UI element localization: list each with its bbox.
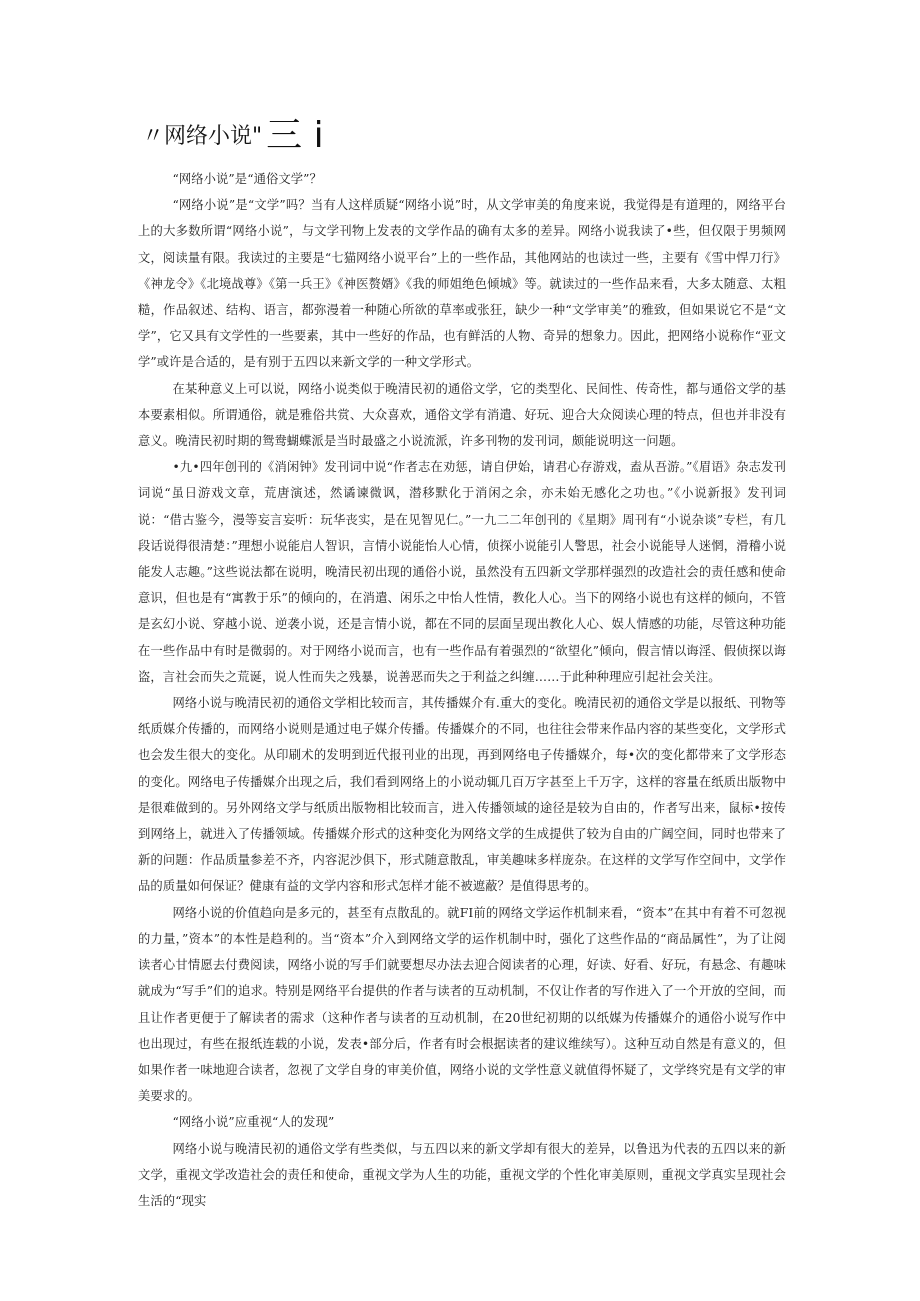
paragraph: 网络小说与晚清民初的通俗文学有些类似，与五四以来的新文学却有很大的差异，以鲁迅为代表的五四以来的新文学，重视文学改造社会的责任和使命，重视文学为人生的功能，重视文学的个性化审美原则，重视文学真实呈现社会生活的“现实: [138, 1141, 786, 1208]
paragraph: •九•四年创刊的《消闲钟》发刊词中说“作者志在劝惩，请自伊始，请君心存游戏，盍从吾游。”《眉语》杂志发刊词说“虽日游戏文章，荒唐演述，然谲谏微讽，潜移默化于消闲之余，亦未始无感化之功也。”《小说新报》发刊词说：“借古鉴今，漫等妄言妄听：玩华丧实，是在见智见仁。”一九二二年创刊的《星期》周刊有“小说杂谈”专栏，有几段话说得很清楚：”理想小说能启人智识，言情小说能怡人心情，侦探小说能引人警思，社会小说能导人迷惘，滑稽小说能发人志趣。”这些说法都在说明，晚清民初出现的通俗小说，虽然没有五四新文学那样强烈的改造社会的责任感和使命意识，但也是有“寓教于乐”的倾向的，在消遣、闲乐之中怡人性情，教化人心。当下的网络小说也有这样的倾向，不管是玄幻小说、穿越小说、逆袭小说，还是言情小说，都在不同的层面呈现出教化人心、娱人情感的功能，尽管这种功能在一些作品中有时是微弱的。对于网络小说而言，也有一些作品有着强烈的“欲望化”倾向，假言情以诲淫、假侦探以诲盗，言社会而失之荒诞，说人性而失之残暴，说善恶而失之于利益之纠缠……于此种种理应引起社会关注。: [138, 460, 786, 684]
title-text: 〃网络小说": [142, 124, 263, 149]
paragraph: 网络小说与晚清民初的通俗文学相比较而言，其传播媒介有.重大的变化。晚清民初的通俗文学是以报纸、刊物等纸质媒介传播的，而网络小说则是通过电子媒介传播。传播媒介的不同，也往往会带来作品内容的某些变化，文学形式也会发生很大的变化。从印刷术的发明到近代报刊业的出现，再到网络电子传播媒介，每•次的变化都带来了文学形态的变化。网络电子传播媒介出现之后，我们看到网络上的小说动辄几百万字甚至上千万字，这样的容量在纸质出版物中是很难做到的。另外网络文学与纸质出版物相比较而言，进入传播领域的途径是较为自由的，作者写出来，鼠标•按传到网络上，就进入了传播领域。传播媒介形式的这种变化为网络文学的生成提供了较为自由的广阔空间，同时也带来了新的问题：作品质量参差不齐，内容泥沙俱下，形式随意散乱，审美趣味多样庞杂。在这样的文学写作空间中，文学作品的质量如何保证？健康有益的文学内容和形式怎样才能不被遮蔽？是值得思考的。: [138, 696, 786, 894]
page-title: [142, 115, 542, 156]
paragraph: “网络小说”是“文学”吗？当有人这样质疑“网络小说”时，从文学审美的角度来说，我觉得是有道理的，网络平台上的大多数所谓“网络小说”，与文学刊物上发表的文学作品的确有太多的差异。网络小说我读了•些，但仅限于男频网文，阅读量有限。我读过的主要是“七猫网络小说平台”上的一些作品，其他网站的也读过一些，主要有《雪中悍刀行》《神龙令》《北境战尊》《第一兵王》《神医赘婿》《我的师姐绝色倾城》等。就读过的一些作品来看，大多太随意、太粗糙，作品叙述、结构、语言，都弥漫着一种随心所欲的草率或张狂，缺少一种“文学审美”的雅致，但如果说它不是“文学”，它又具有文学性的一些要素，其中一些好的作品，也有鲜活的人物、奇异的想象力。因此，把网络小说称作“亚文学”或许是合适的，是有别于五四以来新文学的一种文学形式。: [138, 198, 786, 370]
title-glyphs: 三 i: [266, 115, 324, 156]
section-heading: “网络小说”应重视“人的发现”: [172, 1115, 335, 1130]
section-heading: “网络小说”是“通俗文学”？: [172, 172, 322, 186]
article-body: [138, 166, 786, 1214]
paragraph: 在某种意义上可以说，网络小说类似于晚清民初的通俗文学，它的类型化、民间性、传奇性，都与通俗文学的基本要素相似。所谓通俗，就是雅俗共赏、大众喜欢，通俗文学有消遣、好玩、迎合大众阅读心理的特点，但也并非没有意义。晚清民初时期的鸳鸯蝴蝶派是当时最盛之小说流派，许多刊物的发刊词，颇能说明这一问题。: [138, 381, 786, 449]
paragraph: 网络小说的价值趋向是多元的，甚至有点散乱的。就FI前的网络文学运作机制来看，“资本”在其中有着不可忽视的力量，”资本”的本性是趋利的。当“资本”介入到网络文学的运作机制中时，强化了这些作品的“商品属性”，为了让阅读者心甘情愿去付费阅读，网络小说的写手们就要想尽办法去迎合阅读者的心理，好读、好看、好玩，有悬念、有趣味就成为“写手”们的追求。特别是网络平台提供的作者与读者的互动机制，不仅让作者的写作进入了一个开放的空间，而且让作者更便于了解读者的需求（这种作者与读者的互动机制，在20世纪初期的以纸媒为传播媒介的通俗小说写作中也出现过，有些在报纸连载的小说，发表•部分后，作者有时会根据读者的建议维续写）。这种互动自然是有意义的，但如果作者一味地迎合读者，忽视了文学自身的审美价值，网络小说的文学性意义就值得怀疑了，文学终究是有文学的审美要求的。: [138, 905, 786, 1104]
